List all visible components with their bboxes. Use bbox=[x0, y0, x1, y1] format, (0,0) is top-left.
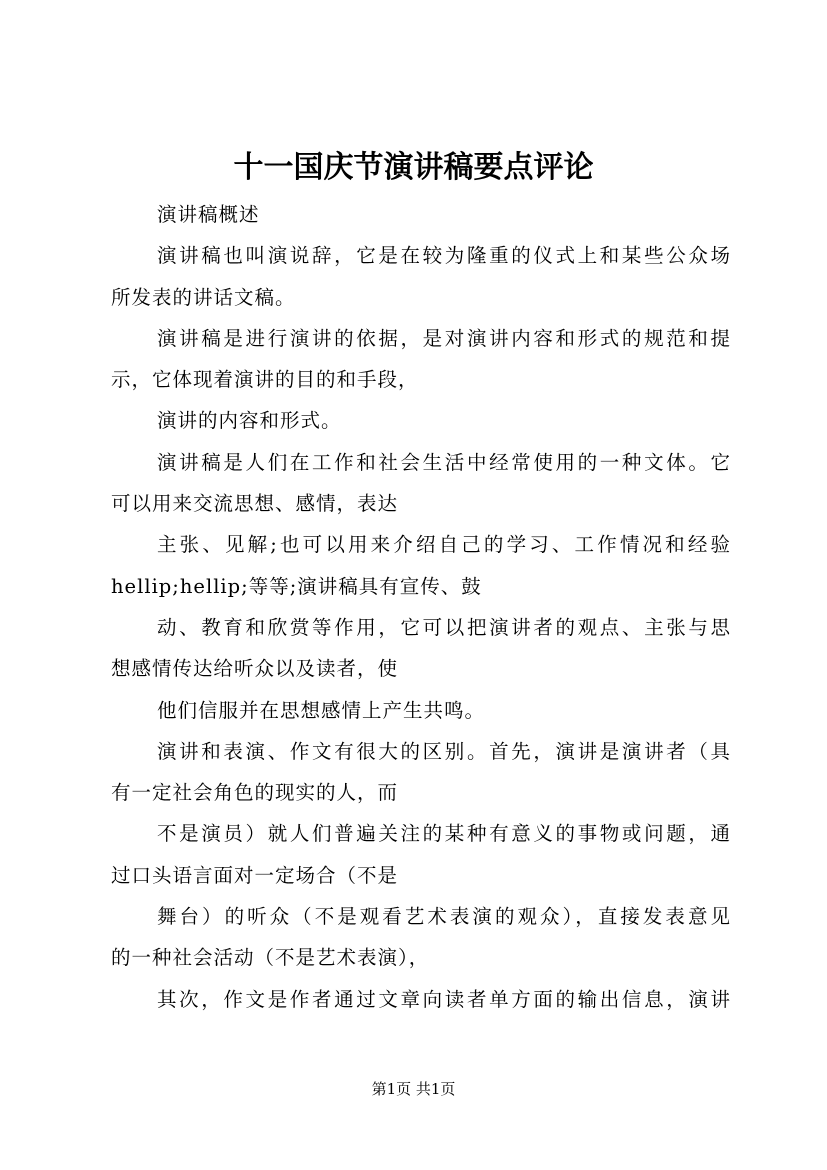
text-line: 所发表的讲话文稿。 bbox=[111, 285, 296, 309]
document-title: 十一国庆节演讲稿要点评论 bbox=[233, 150, 594, 185]
page-footer: 第1页 共1页 bbox=[371, 1080, 456, 1098]
document-body bbox=[111, 194, 731, 1020]
text-line: 可以用来交流思想、感情，表达 bbox=[111, 492, 399, 516]
text-line: 演讲的内容和形式。 bbox=[157, 409, 342, 433]
text-line: 演讲稿也叫演说辞，它是在较为隆重的仪式上和某些公众场 bbox=[157, 244, 731, 268]
text-line: 示，它体现着演讲的目的和手段， bbox=[111, 368, 419, 392]
text-line: 演讲稿概述 bbox=[157, 203, 260, 226]
text-line: 演讲稿是进行演讲的依据，是对演讲内容和形式的规范和提 bbox=[157, 326, 731, 350]
text-line: 的一种社会活动（不是艺术表演）， bbox=[111, 946, 430, 970]
text-line: 其次，作文是作者通过文章向读者单方面的输出信息，演讲 bbox=[157, 987, 731, 1011]
text-line: 有一定社会角色的现实的人，而 bbox=[111, 781, 399, 805]
text-line: 主张、见解;也可以用来介绍自己的学习、工作情况和经验 bbox=[157, 533, 731, 557]
text-line: 不是演员）就人们普遍关注的某种有意义的事物或问题，通 bbox=[157, 822, 731, 846]
text-line: hellip;hellip;等等;演讲稿具有宣传、鼓 bbox=[111, 574, 482, 598]
text-line: 舞台）的听众（不是观看艺术表演的观众），直接发表意见 bbox=[157, 905, 731, 929]
text-line: 动、教育和欣赏等作用，它可以把演讲者的观点、主张与思 bbox=[157, 615, 731, 639]
text-line: 想感情传达给听众以及读者，使 bbox=[111, 657, 399, 681]
text-line: 过口头语言面对一定场合（不是 bbox=[111, 863, 399, 887]
text-line: 演讲和表演、作文有很大的区别。首先，演讲是演讲者（具 bbox=[157, 739, 731, 763]
text-line: 演讲稿是人们在工作和社会生活中经常使用的一种文体。它 bbox=[157, 450, 731, 474]
text-line: 他们信服并在思想感情上产生共鸣。 bbox=[157, 698, 486, 722]
